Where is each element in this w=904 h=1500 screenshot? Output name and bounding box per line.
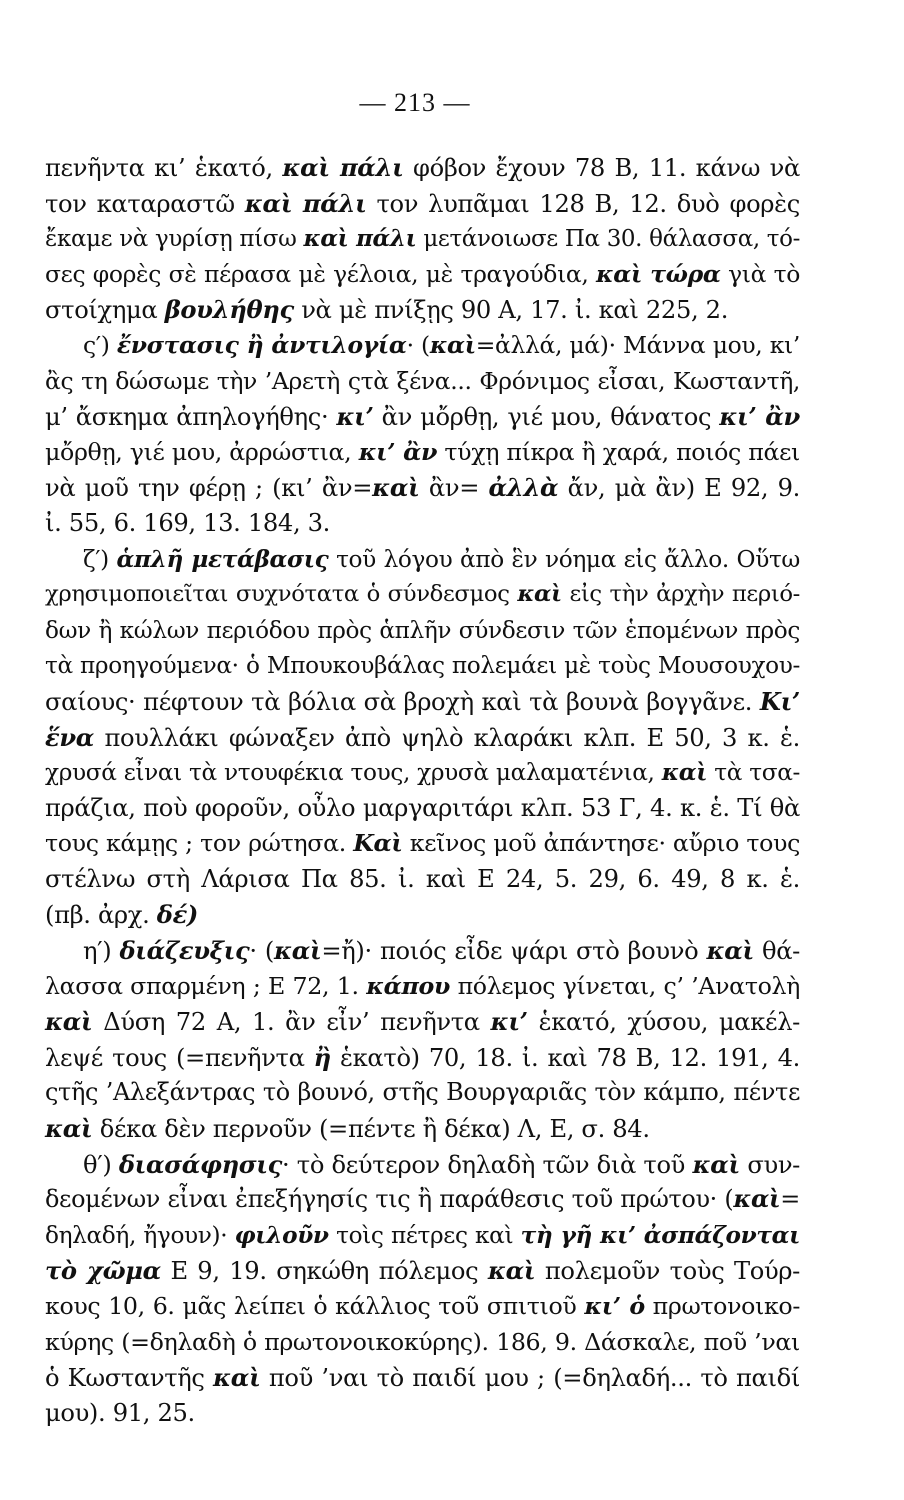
text-line <box>45 1182 800 1218</box>
text-segment: νὰ μοῦ την φέρῃ ; (κι’ ἂν= <box>45 474 373 503</box>
text-segment: θά- <box>753 937 800 966</box>
text-segment: κεῖνος μοῦ ἀπάντησε· αὔριο τους <box>402 829 800 858</box>
text-line <box>45 435 800 471</box>
text-segment: λασσα σπαρμένη ; Ε 72, 1. <box>45 971 367 1000</box>
emphasis-text: διασάφησις <box>118 1149 283 1179</box>
text-segment: πρωτονοικο- <box>644 1292 800 1320</box>
text-segment: τὰ προηγούμενα· ὁ Μπουκουβάλας πολεμάει μὲ τοὺς Μουσουχου- <box>45 652 800 680</box>
emphasis-text: κι’ ὁ <box>584 1292 645 1320</box>
text-segment: τύχῃ πίκρα ἢ χαρά, ποιός πάει <box>437 437 800 466</box>
text-segment: μ’ ἄσκημα ἀπηλογήθης· <box>45 403 337 432</box>
text-line <box>45 755 800 791</box>
text-line <box>45 1253 800 1289</box>
text-segment: δων ἢ κώλων περιόδου πρὸς ἁπλῆν σύνδεσιν τῶν ἑπομένων πρὸς <box>45 616 800 644</box>
text-segment: · ( <box>249 937 274 966</box>
emphasis-text: διάζευξις <box>119 936 250 966</box>
text-segment: χρησιμοποιεῖται συχνότατα ὁ σύνδεσμος <box>45 581 518 608</box>
text-line <box>45 364 800 400</box>
text-line <box>45 257 800 293</box>
emphasis-text: κι’ ἂν <box>719 402 800 432</box>
text-segment: τοὶς πέτρες καὶ <box>328 1221 521 1249</box>
text-segment: χρυσά εἶναι τὰ ντουφέκια τους, χρυσὰ μαλαματένια, <box>45 759 662 787</box>
emphasis-text: καὶ <box>487 1256 536 1286</box>
emphasis-text: ἁπλῆ μετάβασις <box>116 545 329 573</box>
emphasis-text: ἢ <box>313 1042 331 1072</box>
text-line <box>45 1396 800 1432</box>
emphasis-text: κι’ <box>490 1007 528 1037</box>
text-line <box>45 791 800 827</box>
text-line <box>45 1004 800 1040</box>
text-line <box>45 720 800 756</box>
text-segment: δεομένων εἶναι ἐπεξήγησίς τις ἢ παράθεσις τοῦ πρώτου· ( <box>45 1185 734 1214</box>
emphasis-text: καὶ <box>45 1007 93 1037</box>
emphasis-text: φιλοῦν <box>234 1221 329 1249</box>
page-number: — 213 — <box>359 88 471 117</box>
text-segment: δέκα δὲν περνοῦν (=πέντε ἢ δέκα) Λ, Ε, σ. 84. <box>92 1115 650 1144</box>
text-line <box>45 1111 800 1147</box>
text-segment: πράζια, ποὺ φοροῦν, οὖλο μαργαριτάρι κλπ. 53 Γ, 4. κ. ἑ. Τί θὰ <box>45 793 800 822</box>
text-segment: ἑκατὸ) 70, 18. ἰ. καὶ 78 Β, 12. 191, 4. <box>330 1043 800 1072</box>
emphasis-text: καὶ <box>706 936 754 966</box>
text-segment: σες φορὲς σὲ πέρασα μὲ γέλοια, μὲ τραγούδια, <box>45 259 597 288</box>
text-segment: τους κάμῃς ; τον ρώτησα. <box>45 829 354 858</box>
text-segment: συν- <box>739 1150 801 1179</box>
text-segment: ἔκαμε νὰ γυρίσῃ πίσω <box>45 226 304 253</box>
emphasis-text: τὴ γῆ κι’ ἀσπάζονται <box>520 1221 801 1249</box>
text-segment: μου). 91, 25. <box>45 1398 195 1427</box>
text-line <box>45 221 800 257</box>
text-segment: πόλεμος γίνεται, ς’ ’Ανατολὴ <box>450 971 800 1000</box>
text-segment: η′) <box>83 937 120 966</box>
text-line <box>45 1360 800 1396</box>
text-segment: μὄρθῃ, γιέ μου, ἀρρώστια, <box>45 437 359 466</box>
text-line <box>45 648 800 684</box>
emphasis-text: δέ) <box>156 900 199 930</box>
text-segment: Δύση 72 Α, 1. ἂν εἶν’ πενῆντα <box>92 1008 491 1037</box>
text-segment: κους 10, 6. μᾶς λείπει ὁ κάλλιος τοῦ σπιτιοῦ <box>45 1292 585 1320</box>
text-segment: ποῦ ’ναι τὸ παιδί μου ; (=δηλαδή... τὸ παιδί <box>260 1364 800 1393</box>
emphasis-text: κι’ <box>336 402 374 432</box>
text-segment: ς′) <box>83 330 117 359</box>
text-line <box>45 897 800 933</box>
text-segment: δηλαδή, ἤγουν)· <box>45 1221 235 1249</box>
emphasis-text: καὶ <box>517 581 562 608</box>
emphasis-text: καὶ <box>273 936 322 966</box>
text-segment: ζ′) <box>83 545 117 573</box>
emphasis-text: ἕνα <box>45 722 95 752</box>
emphasis-text: τὸ χῶμα <box>45 1256 161 1286</box>
text-line <box>45 862 800 898</box>
text-segment: · ( <box>406 330 430 359</box>
emphasis-text: καὶ τώρα <box>596 259 721 288</box>
text-segment: Ε 9, 19. σηκώθη πόλεμος <box>160 1257 488 1286</box>
text-segment: λεψέ τους (=πενῆντα <box>45 1043 314 1072</box>
text-line <box>45 328 800 364</box>
text-segment: τοῦ λόγου ἀπὸ ἓν νόημα εἰς ἄλλο. Οὕτω <box>328 545 800 573</box>
text-segment: ἂς τη δώσωμε τὴν ’Αρετὴ ςτὰ ξένα... Φρόνιμος εἶσαι, Κωσταντῆ, <box>45 366 800 395</box>
body-text <box>45 150 800 1431</box>
text-segment: στοίχημα <box>45 296 165 325</box>
emphasis-text: καὶ πάλι <box>303 225 417 253</box>
text-line <box>45 613 800 649</box>
emphasis-text: βουλήθης <box>164 295 294 325</box>
text-line <box>45 933 800 969</box>
emphasis-text: Κι’ <box>759 686 800 716</box>
text-segment: ἂν= <box>419 474 489 503</box>
text-segment: νὰ μὲ πνίξῃς 90 Α, 17. ἰ. καὶ 225, 2. <box>293 296 729 325</box>
emphasis-text: καὶ <box>661 759 708 787</box>
text-segment: τὰ τσα- <box>707 759 801 787</box>
text-segment: πενῆντα κι’ ἑκατό, <box>45 154 283 182</box>
text-segment: σαίους· πέφτουν τὰ βόλια σὰ βροχὴ καὶ τὰ βουνὰ βογγᾶνε. <box>45 687 760 716</box>
text-segment: εἰς τὴν ἀρχὴν περιό- <box>561 581 800 608</box>
text-segment: μετάνοιωσε Πα 30. θάλασσα, τό- <box>416 226 800 253</box>
text-segment: (πβ. ἀρχ. <box>45 901 157 930</box>
text-segment: ἄν, μὰ ἂν) Ε 92, 9. <box>558 474 800 503</box>
text-line <box>45 542 800 578</box>
text-line <box>45 1325 800 1361</box>
text-segment: = <box>780 1185 800 1214</box>
emphasis-text: καὶ <box>692 1149 740 1179</box>
text-line <box>45 150 800 186</box>
text-segment: τον καταραστῶ <box>45 189 245 218</box>
text-segment: ςτῆς ’Αλεξάντρας τὸ βουνό, στῆς Βουργαριᾶς τὸν κάμπο, πέντε <box>45 1078 800 1107</box>
text-segment: · τὸ δεύτερον δηλαδὴ τῶν διὰ τοῦ <box>282 1150 693 1179</box>
text-segment: ἑκατό, χύσου, μακέλ- <box>527 1008 801 1037</box>
text-segment: πολεμοῦν τοὺς Τούρ- <box>535 1257 801 1286</box>
text-line <box>45 506 800 542</box>
emphasis-text: καὶ πάλι <box>244 188 367 218</box>
text-segment: φόβον ἔχουν 78 Β, 11. <box>403 154 696 182</box>
emphasis-text: καὶ <box>372 473 420 503</box>
text-segment: =ἤ)· ποιός εἶδε ψάρι στὸ βουνὸ <box>321 937 707 966</box>
text-segment: πουλλάκι φώναξεν ἀπὸ ψηλὸ κλαράκι κλπ. Ε 50, 3 κ. ἑ. <box>94 723 800 752</box>
text-line <box>45 186 800 222</box>
text-line <box>45 1147 800 1183</box>
emphasis-text: καὶ <box>213 1363 261 1393</box>
text-segment: ἂν μὄρθῃ, γιέ μου, θάνατος <box>373 403 720 432</box>
text-line <box>45 399 800 435</box>
text-line <box>45 1218 800 1254</box>
text-segment: κύρης (=δηλαδὴ ὁ πρωτονοικοκύρης). 186, 9. Δάσκαλε, ποῦ ’ναι <box>45 1327 800 1356</box>
emphasis-text: κι’ ἂν <box>358 437 438 466</box>
text-line <box>45 1075 800 1111</box>
emphasis-text: ἀλλὰ <box>488 473 559 503</box>
emphasis-text: ἔνστασις ἢ ἀντιλογία <box>116 330 407 359</box>
text-line <box>45 969 800 1005</box>
emphasis-text: καὶ <box>45 1114 93 1144</box>
text-segment: τον λυπᾶμαι 128 Β, 12. δυὸ φορὲς <box>366 189 800 218</box>
text-segment: ἰ. 55, 6. 169, 13. 184, 3. <box>45 508 331 537</box>
emphasis-text: καὶ <box>733 1185 781 1214</box>
text-segment: στέλνω στὴ Λάρισα Πα 85. ἰ. καὶ Ε 24, 5. 29, 6. 49, 8 κ. ἑ. <box>45 864 800 893</box>
text-segment: κάνω νὰ <box>695 154 800 182</box>
emphasis-text: κάπου <box>366 971 451 1000</box>
text-line <box>45 1289 800 1325</box>
text-segment: ὁ Κωσταντῆς <box>45 1364 214 1393</box>
emphasis-text: καὶ <box>429 330 476 359</box>
emphasis-text: καὶ πάλι <box>282 153 404 182</box>
text-line <box>45 470 800 506</box>
text-line <box>45 1040 800 1076</box>
text-segment: =ἀλλά, μά)· Μάννα μου, κι’ <box>475 330 800 359</box>
text-line <box>45 577 800 613</box>
text-line <box>45 684 800 720</box>
text-segment: γιὰ τὸ <box>720 259 800 288</box>
text-segment: θ′) <box>83 1150 119 1179</box>
emphasis-text: Καὶ <box>353 829 403 858</box>
text-line <box>45 292 800 328</box>
text-line <box>45 826 800 862</box>
